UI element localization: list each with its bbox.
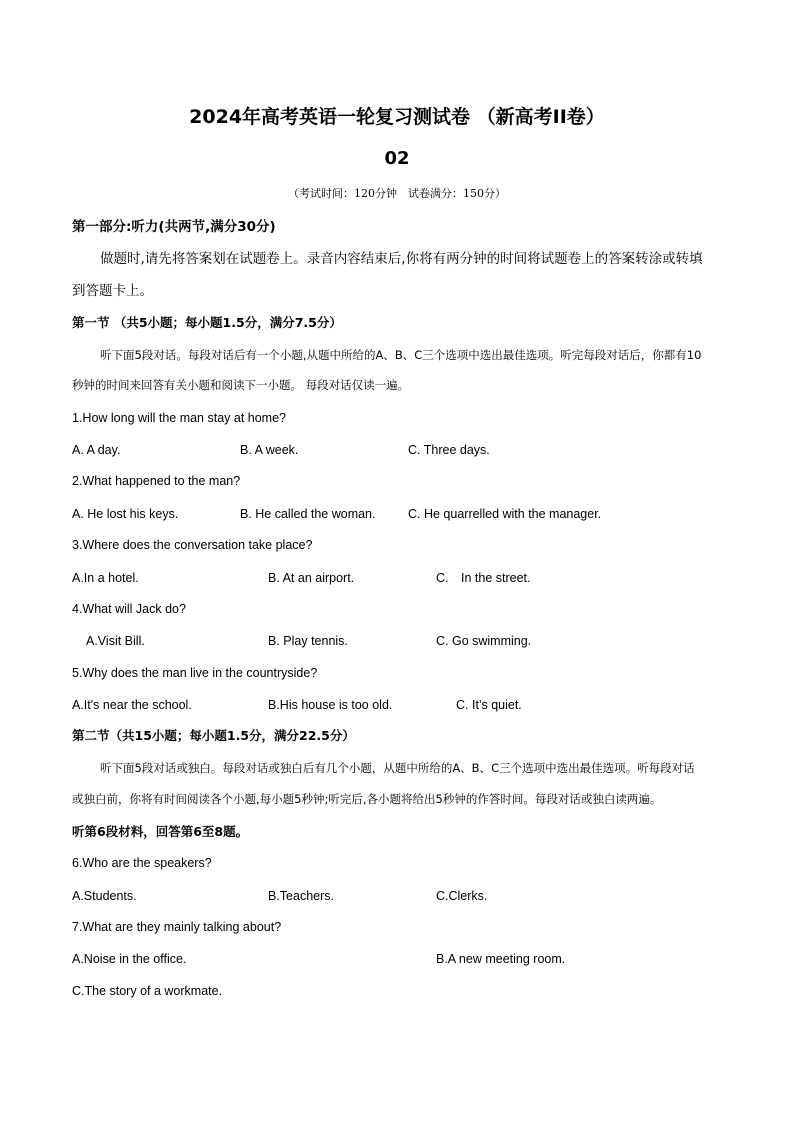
question-7-option-b: B.A new meeting room. bbox=[436, 952, 566, 966]
question-1-option-c: C. Three days. bbox=[408, 443, 490, 457]
section1-instr-line2: 秒钟的时间来回答有关小题和阅读下一小题。 每段对话仅读一遍。 bbox=[72, 378, 410, 392]
exam-info: （考试时间：120分钟 试卷满分：150分） bbox=[288, 187, 506, 200]
question-4-option-c: C. Go swimming. bbox=[436, 634, 532, 648]
part1-heading: 第一部分:听力(共两节,满分30分) bbox=[72, 219, 276, 235]
question-1: 1.How long will the man stay at home? bbox=[72, 411, 286, 425]
question-5-option-a: A.It's near the school. bbox=[72, 698, 192, 712]
question-4: 4.What will Jack do? bbox=[72, 602, 186, 616]
question-5-option-c: C. It’s quiet. bbox=[456, 698, 522, 712]
question-6-option-c: C.Clerks. bbox=[436, 889, 488, 903]
section1-instr-line1: 听下面5段对话。每段对话后有一个小题,从题中所给的A、B、C三个选项中选出最佳选项。听完每段对话后，你都有10 bbox=[100, 348, 702, 362]
question-3-option-a: A.In a hotel. bbox=[72, 571, 139, 585]
question-5-option-b: B.His house is too old. bbox=[268, 698, 393, 712]
section2-heading: 第二节（共15小题；每小题1.5分，满分22.5分） bbox=[72, 728, 355, 743]
section2-instr-line1: 听下面5段对话或独白。每段对话或独白后有几个小题，从题中所给的A、B、C三个选项中选出最佳选项。听每段对话 bbox=[100, 761, 695, 775]
question-3-option-c: C. In the street. bbox=[436, 571, 531, 585]
question-2-option-c: C. He quarrelled with the manager. bbox=[408, 507, 602, 521]
question-2: 2.What happened to the man? bbox=[72, 474, 241, 488]
section1-heading: 第一节 （共5小题；每小题1.5分，满分7.5分） bbox=[72, 315, 342, 330]
section2-instr-line2: 或独白前，你将有时间阅读各个小题,每小题5秒钟;听完后,各小题将给出5秒钟的作答时间。每段对话或独白读两遍。 bbox=[72, 792, 662, 806]
part1-intro-line1: 做题时,请先将答案划在试题卷上。录音内容结束后,你将有两分钟的时间将试题卷上的答案转涂或转填 bbox=[100, 251, 703, 267]
part1-intro-line2: 到答题卡上。 bbox=[72, 283, 153, 299]
question-6-option-a: A.Students. bbox=[72, 889, 137, 903]
question-6: 6.Who are the speakers? bbox=[72, 856, 212, 870]
question-1-option-b: B. A week. bbox=[240, 443, 299, 457]
page-title: 2024年高考英语一轮复习测试卷 （新高考II卷） bbox=[189, 106, 605, 128]
question-5: 5.Why does the man live in the countryside? bbox=[72, 666, 318, 680]
paper-number: 02 bbox=[384, 148, 410, 169]
question-2-option-a: A. He lost his keys. bbox=[72, 507, 179, 521]
question-3: 3.Where does the conversation take place? bbox=[72, 538, 313, 552]
material-6-heading: 听第6段材料，回答第6至8题。 bbox=[72, 824, 249, 839]
question-2-option-b: B. He called the woman. bbox=[240, 507, 376, 521]
question-6-option-b: B.Teachers. bbox=[268, 889, 335, 903]
question-7-option-a: A.Noise in the office. bbox=[72, 952, 187, 966]
question-7-option-c: C.The story of a workmate. bbox=[72, 984, 223, 998]
question-4-option-b: B. Play tennis. bbox=[268, 634, 348, 648]
question-1-option-a: A. A day. bbox=[72, 443, 121, 457]
question-7: 7.What are they mainly talking about? bbox=[72, 920, 282, 934]
question-3-option-b: B. At an airport. bbox=[268, 571, 355, 585]
question-4-option-a: A.Visit Bill. bbox=[86, 634, 145, 648]
